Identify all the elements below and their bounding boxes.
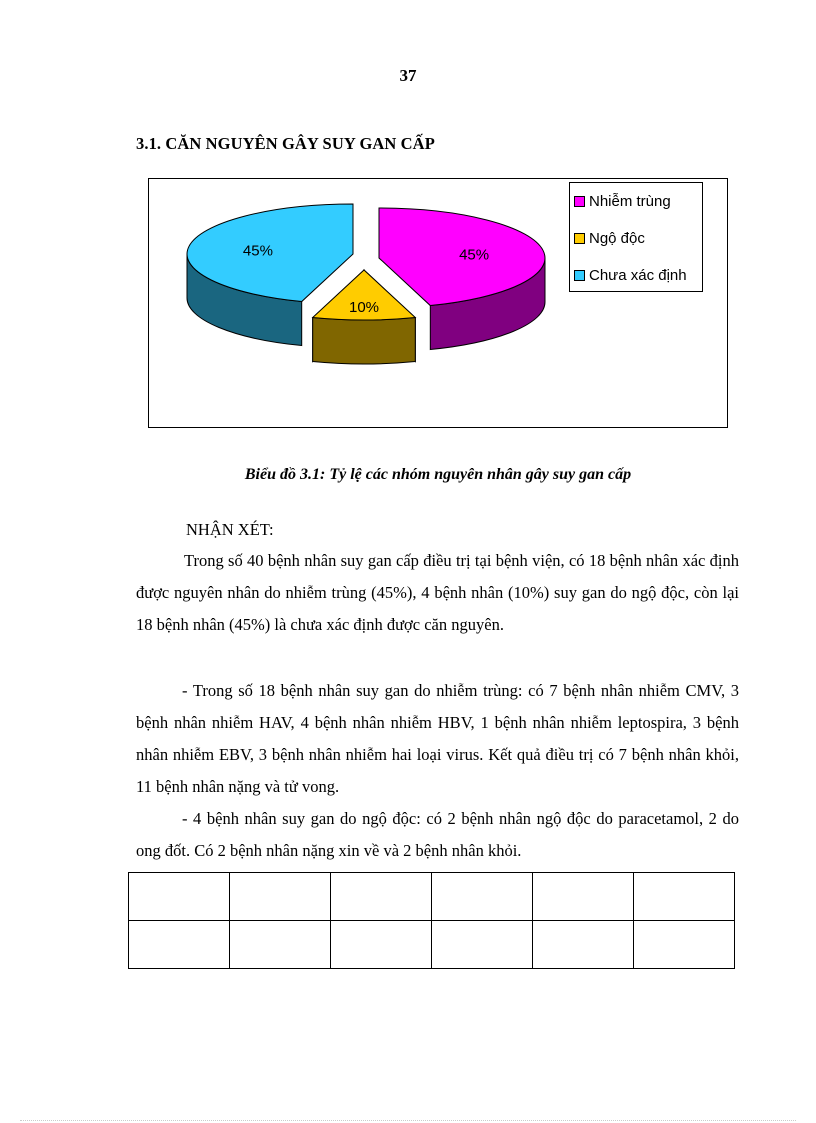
section-title: 3.1. CĂN NGUYÊN GÂY SUY GAN CẤP — [136, 134, 435, 153]
legend-item-ngo-doc — [574, 228, 645, 250]
remarks-heading: NHẬN XÉT: — [186, 520, 274, 539]
data-table — [128, 872, 735, 969]
table-row — [129, 921, 735, 969]
pie-label-chua-xac-dinh: 45% — [242, 242, 273, 260]
table-cell — [331, 921, 432, 969]
pie-wall-ngo-doc — [313, 318, 416, 364]
table-cell — [432, 921, 533, 969]
legend-label-nhiem-trung: Nhiễm trùng — [589, 193, 671, 210]
legend-swatch-ngo-doc — [574, 233, 585, 244]
table-cell — [129, 921, 230, 969]
pie-label-nhiem-trung: 45% — [459, 246, 490, 264]
legend-item-nhiem-trung — [574, 191, 671, 213]
table-cell — [129, 873, 230, 921]
table-cell — [634, 873, 735, 921]
table-cell — [230, 873, 331, 921]
empty-table — [128, 872, 735, 969]
pie-label-ngo-doc: 10% — [348, 299, 380, 316]
paragraph-1: Trong số 40 bệnh nhân suy gan cấp điều trị tại bệnh viện, có 18 bệnh nhân xác định được nguyên nhân do nhiễm trùng (45%), 4 bệnh nhân (10%) suy gan do ngộ độc, còn lại 18 bệnh nhân (45%) là chưa xác định được căn nguyên. — [136, 551, 739, 634]
table-cell — [533, 873, 634, 921]
pie-chart — [148, 178, 728, 428]
table-cell — [331, 873, 432, 921]
chart-legend — [569, 182, 703, 292]
paragraph-3: - 4 bệnh nhân suy gan do ngộ độc: có 2 bệnh nhân ngộ độc do paracetamol, 2 do ong đốt. Có 2 bệnh nhân nặng xin về và 2 bệnh nhân khỏi. — [136, 809, 739, 860]
table-cell — [533, 921, 634, 969]
table-cell — [634, 921, 735, 969]
chart-caption: Biểu đồ 3.1: Tỷ lệ các nhóm nguyên nhân gây suy gan cấp — [244, 466, 632, 483]
page-number: 37 — [399, 66, 417, 85]
pie-chart-plot — [149, 179, 569, 429]
legend-item-chua-xac-dinh — [574, 265, 687, 287]
legend-swatch-chua-xac-dinh — [574, 270, 585, 281]
legend-label-chua-xac-dinh: Chưa xác định — [589, 267, 687, 284]
table-cell — [230, 921, 331, 969]
table-cell — [432, 873, 533, 921]
paragraph-2: - Trong số 18 bệnh nhân suy gan do nhiễm trùng: có 7 bệnh nhân nhiễm CMV, 3 bệnh nhân nhiễm HAV, 4 bệnh nhân nhiễm HBV, 1 bệnh nhân nhiễm leptospira, 3 bệnh nhân nhiễm EBV, 3 bệnh nhân nhiễm hai loại virus. Kết quả điều trị có 7 bệnh nhân khỏi, 11 bệnh nhân nặng và tử vong. — [136, 681, 739, 796]
table-row — [129, 873, 735, 921]
page-footer-divider — [20, 1120, 796, 1121]
legend-label-ngo-doc: Ngộ độc — [589, 230, 645, 247]
legend-swatch-nhiem-trung — [574, 196, 585, 207]
